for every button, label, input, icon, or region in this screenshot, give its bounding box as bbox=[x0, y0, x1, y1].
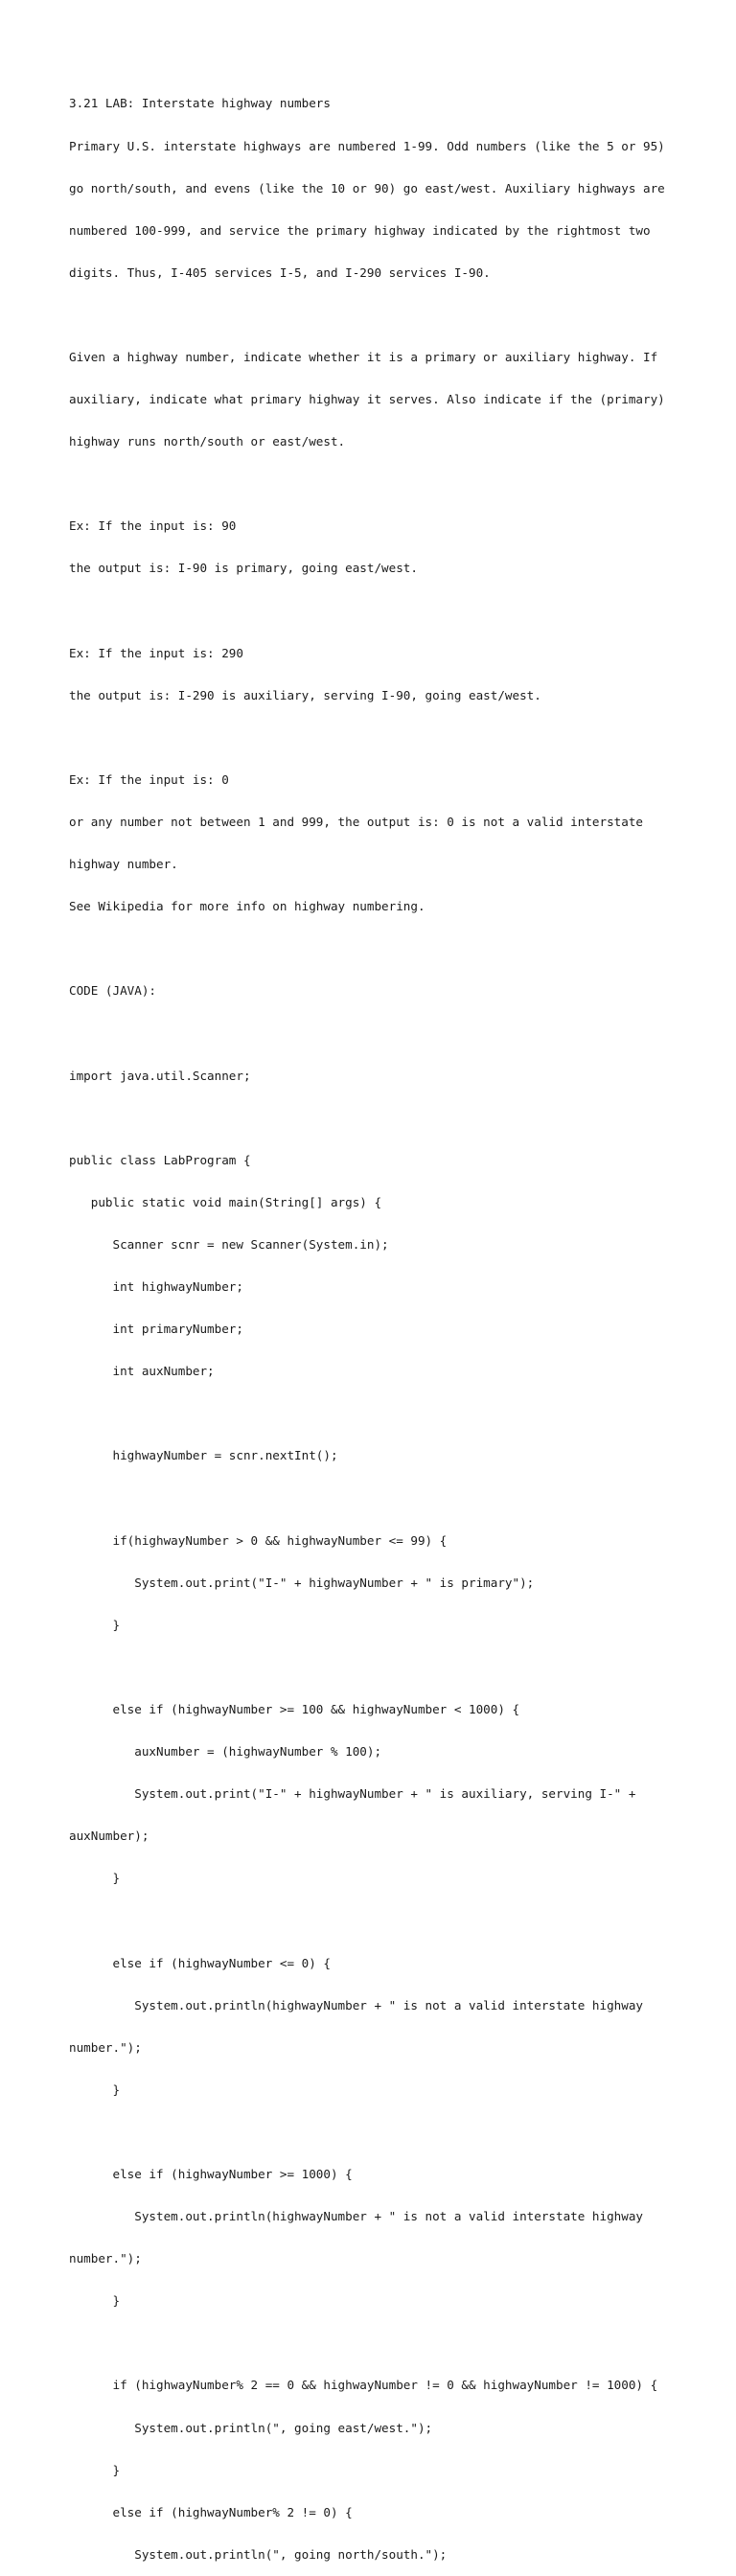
code-line: int auxNumber; bbox=[69, 1364, 215, 1379]
doc-line: the output is: I-90 is primary, going east/west. bbox=[69, 561, 418, 576]
code-line bbox=[69, 1661, 673, 1675]
doc-line: Given a highway number, indicate whether it is a primary or auxiliary highway. If bbox=[69, 349, 658, 364]
doc-line bbox=[69, 477, 673, 492]
code-line: highwayNumber = scnr.nextInt(); bbox=[69, 1448, 338, 1463]
doc-line: highway runs north/south or east/west. bbox=[69, 434, 346, 449]
code-line: else if (highwayNumber% 2 != 0) { bbox=[69, 2504, 353, 2519]
doc-line bbox=[69, 942, 673, 956]
doc-line bbox=[69, 605, 673, 619]
code-line: System.out.println(", going north/south."); bbox=[69, 2546, 448, 2562]
code-line: System.out.println(", going east/west."); bbox=[69, 2420, 433, 2435]
code-line: number."); bbox=[69, 2039, 142, 2055]
doc-line: numbered 100-999, and service the primary highway indicated by the rightmost two bbox=[69, 222, 651, 238]
doc-line: digits. Thus, I-405 services I-5, and I-290 services I-90. bbox=[69, 264, 491, 280]
code-line: else if (highwayNumber <= 0) { bbox=[69, 1955, 331, 1970]
code-line: System.out.print("I-" + highwayNumber + " is primary"); bbox=[69, 1575, 535, 1590]
doc-line: the output is: I-290 is auxiliary, serving I-90, going east/west. bbox=[69, 687, 541, 702]
code-line: auxNumber = (highwayNumber % 100); bbox=[69, 1744, 382, 1760]
doc-line bbox=[69, 731, 673, 746]
code-line: Scanner scnr = new Scanner(System.in); bbox=[69, 1236, 389, 1252]
code-line bbox=[69, 1112, 673, 1126]
code-line: } bbox=[69, 2082, 121, 2097]
code-line: if(highwayNumber > 0 && highwayNumber <= 99) { bbox=[69, 1532, 448, 1548]
doc-line: 3.21 LAB: Interstate highway numbers bbox=[69, 96, 331, 111]
doc-line: CODE (JAVA): bbox=[69, 983, 156, 999]
doc-line: go north/south, and evens (like the 10 or 90) go east/west. Auxiliary highways are bbox=[69, 180, 665, 196]
doc-line: Ex: If the input is: 290 bbox=[69, 645, 243, 660]
code-line: auxNumber); bbox=[69, 1828, 150, 1844]
code-line: else if (highwayNumber >= 1000) { bbox=[69, 2167, 353, 2181]
doc-line: highway number. bbox=[69, 857, 178, 872]
code-line: if (highwayNumber% 2 == 0 && highwayNumber != 0 && highwayNumber != 1000) { bbox=[69, 2378, 658, 2393]
code-line: number."); bbox=[69, 2251, 142, 2266]
code-line: } bbox=[69, 2462, 121, 2477]
code-line bbox=[69, 1492, 673, 1506]
doc-line bbox=[69, 1026, 673, 1041]
code-line bbox=[69, 1407, 673, 1421]
doc-line: See Wikipedia for more info on highway numbering. bbox=[69, 899, 426, 914]
doc-line: Ex: If the input is: 90 bbox=[69, 518, 237, 534]
doc-line: Ex: If the input is: 0 bbox=[69, 771, 229, 787]
code-line: int primaryNumber; bbox=[69, 1322, 243, 1337]
doc-line bbox=[69, 309, 673, 323]
code-line: System.out.print("I-" + highwayNumber + " is auxiliary, serving I-" + bbox=[69, 1786, 636, 1802]
code-line bbox=[69, 1914, 673, 1928]
code-line bbox=[69, 2336, 673, 2351]
code-line bbox=[69, 2126, 673, 2140]
code-line: public static void main(String[] args) { bbox=[69, 1194, 382, 1209]
code-line: int highwayNumber; bbox=[69, 1279, 243, 1295]
code-line: System.out.println(highwayNumber + " is not a valid interstate highway bbox=[69, 2209, 643, 2224]
document-page bbox=[69, 69, 673, 2576]
code-line: } bbox=[69, 1871, 121, 1886]
doc-line: auxiliary, indicate what primary highway it serves. Also indicate if the (primary) bbox=[69, 392, 665, 407]
code-line: else if (highwayNumber >= 100 && highwayNumber < 1000) { bbox=[69, 1701, 520, 1716]
code-line: } bbox=[69, 2293, 121, 2309]
doc-line: or any number not between 1 and 999, the output is: 0 is not a valid interstate bbox=[69, 815, 643, 829]
code-line: public class LabProgram { bbox=[69, 1152, 251, 1167]
code-line: System.out.println(highwayNumber + " is not a valid interstate highway bbox=[69, 1997, 643, 2012]
doc-line: Primary U.S. interstate highways are numbered 1-99. Odd numbers (like the 5 or 95) bbox=[69, 138, 665, 153]
code-line: } bbox=[69, 1617, 121, 1632]
code-line: import java.util.Scanner; bbox=[69, 1068, 251, 1083]
